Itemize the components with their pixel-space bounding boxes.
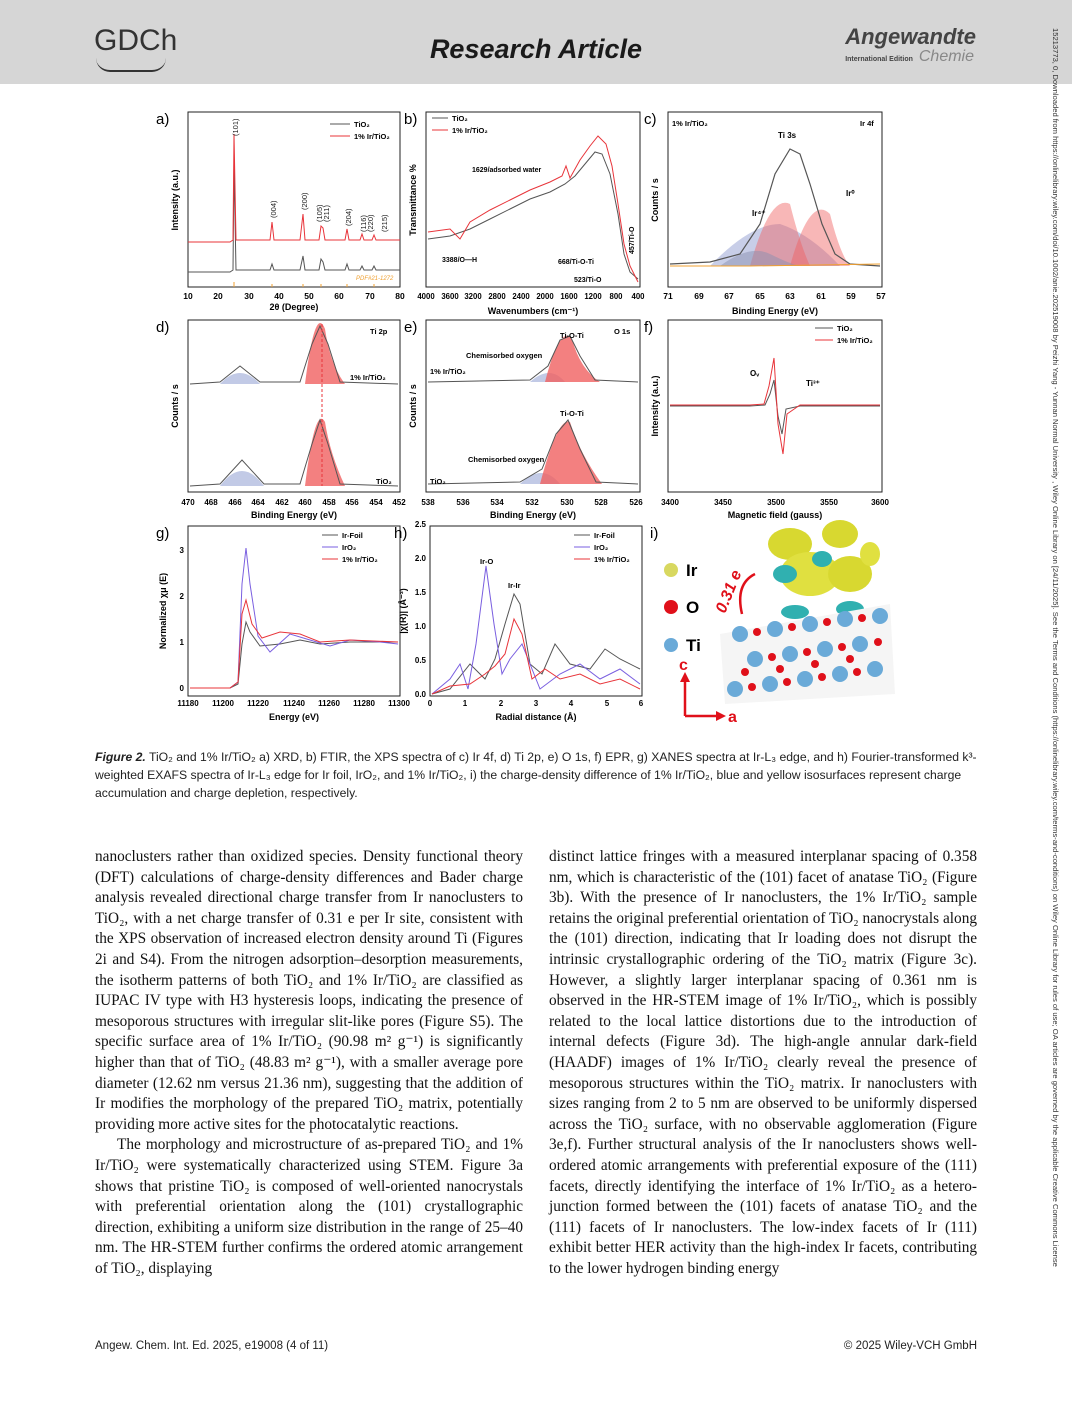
panel-g-xtick: 11240 — [283, 699, 305, 708]
panel-g-label: g) — [156, 525, 170, 542]
panel-d-xtick: 458 — [322, 498, 336, 507]
panel-a-xtick: 50 — [304, 291, 314, 301]
panel-g-xticks — [177, 699, 410, 708]
panel-b-label: b) — [404, 111, 418, 128]
charge-transfer-label: 0.31 e — [712, 567, 746, 616]
panel-g-ytick: 3 — [179, 546, 184, 555]
panel-a — [156, 111, 405, 312]
panel-h-xtick: 0 — [427, 699, 433, 708]
panel-d-xtick: 452 — [392, 498, 406, 507]
panel-h-ylabel: |χ(R)| (Å⁻³) — [398, 588, 408, 634]
panel-a-xtick: 60 — [334, 291, 344, 301]
panel-f-xlabel: Magnetic field (gauss) — [727, 510, 823, 520]
panel-g-ylabel: Normalized χμ (E) — [158, 572, 168, 650]
annotation: 3388/O—H — [442, 257, 478, 264]
panel-d-xlabel: Binding Energy (eV) — [250, 510, 338, 520]
panel-b-xtick: 3200 — [464, 292, 482, 301]
panel-b-xticks — [417, 292, 645, 301]
peak-label: (101) — [231, 118, 240, 136]
panel-h-xlabel: Radial distance (Å) — [495, 712, 577, 722]
panel-h-ytick: 0.0 — [414, 690, 426, 699]
paragraph: distinct lattice fringes with a measured interplanar spacing of 0.358 nm, which is characteristic of the (101) facet of anatase TiO₂ (Figure 3b). With the presence of Ir nanoclusters, the 1% Ir/TiO₂ sample retains the original preferential orientation of TiO₂ nanocrystals along the (101) direction, indicating that Ir loading does not disrupt the intrinsic crystallographic ordering of the TiO₂ matrix (Figure 3c). However, a slightly larger interplanar spacing of 0.361 nm is observed in the HR-STEM image of 1% Ir/TiO₂, which is possibly related to the local lattice distortions due to the introduction of internal defects (Figure 3d). The high-angle annular dark-field (HAADF) images of 1% Ir/TiO₂ clearly reveal the presence of mesoporous structures within the TiO₂ matrix. Ir nanoclusters with sizes ranging from 2 to 5 nm are observed to be uniformly dispersed across the TiO₂ surface, with no observable agglomeration (Figure 3e,f). Further structural analysis of the Ir nanoclusters shows well-ordered atomic arrangements with preferential exposure of the (111) facets, directly identifying the interface of 1% Ir/TiO₂ as a hetero-junction formed between the (101) facets of anatase TiO₂ and the (111) facets of Ir nanoclusters. The low-index facets of Ir (111) exhibit better HER activity than the high-index Ir facets, contributing to the lower hydrogen binding energy — [549, 848, 977, 1277]
panel-e — [404, 319, 643, 520]
figure-caption — [95, 748, 977, 802]
legend-o: O — [686, 598, 700, 617]
page-header — [0, 0, 1072, 84]
annotation: 668/Ti-O-Ti — [558, 259, 594, 266]
annotation: Ir⁰ — [846, 189, 855, 198]
journal-logo-name: Angewandte — [845, 24, 976, 49]
panel-g-xtick: 11260 — [318, 699, 340, 708]
annotation: Ti-O-Ti — [560, 409, 584, 418]
panel-c-xtick: 67 — [724, 291, 734, 301]
section-title: Research Article — [429, 34, 643, 64]
footer-copyright: © 2025 Wiley-VCH GmbH — [843, 1340, 977, 1352]
panel-e-sample: TiO₂ — [430, 477, 446, 486]
panel-h-xtick: 3 — [533, 699, 539, 708]
panel-c-xtick: 63 — [785, 291, 795, 301]
panel-g-xtick: 11300 — [388, 699, 410, 708]
panel-h-xticks — [428, 699, 644, 708]
panel-e-xtick: 532 — [525, 498, 539, 507]
figure-caption-text: TiO₂ and 1% Ir/TiO₂ a) XRD, b) FTIR, the XPS spectra of c) Ir 4f, d) Ti 2p, e) O 1s, f) EPR, g) XANES spectra at Ir-L₃ edge, and h) Fourier-transformed k³-weighted EXAFS spectra of Ir-L₃ edge for Ir foil, IrO₂, and 1% Ir/TiO₂, i) the charge-density difference of 1% Ir/TiO₂, blue and yellow isosurfaces represent charge accumulation and charge depletion, respectively. — [95, 750, 977, 800]
panel-g-frame — [188, 526, 400, 696]
panel-b-xtick: 800 — [609, 292, 623, 301]
legend-ir: Ir — [686, 561, 698, 580]
panel-d-sample: TiO₂ — [376, 477, 392, 486]
panel-c-xtick: 71 — [663, 291, 673, 301]
panel-e-element: O 1s — [614, 327, 631, 336]
panel-b-ylabel: Transmittance % — [408, 164, 418, 236]
panel-g-xtick: 11200 — [212, 699, 234, 708]
panel-i-label: i) — [650, 525, 659, 542]
panel-e-xlabel: Binding Energy (eV) — [489, 510, 577, 520]
panel-d-xtick: 454 — [369, 498, 383, 507]
peak-label: (204) — [344, 208, 353, 226]
legend-tio2: TiO₂ — [837, 324, 853, 333]
panel-c-ylabel: Counts / s — [650, 178, 660, 222]
panel-a-xtick: 30 — [244, 291, 254, 301]
panel-i — [650, 520, 895, 724]
footer-citation: Angew. Chem. Int. Ed. 2025, e19008 (4 of 11) — [95, 1340, 329, 1352]
panel-b-xtick: 1200 — [584, 292, 602, 301]
panel-e-xtick: 528 — [594, 498, 608, 507]
gdch-logo: GDCh — [94, 24, 178, 57]
panel-h-ytick: 2.0 — [414, 554, 426, 563]
panel-c-element: Ir 4f — [860, 119, 874, 128]
panel-f-xtick: 3450 — [714, 498, 732, 507]
panel-a-xtick: 20 — [213, 291, 223, 301]
legend-ti: Ti — [686, 636, 701, 655]
journal-logo-chemie: Chemie — [918, 48, 975, 65]
panel-b-xtick: 2000 — [536, 292, 554, 301]
panel-c-xtick: 65 — [755, 291, 765, 301]
panel-a-xlabel: 2θ (Degree) — [269, 302, 319, 312]
legend-ir: 1% Ir/TiO₂ — [837, 336, 873, 345]
legend-ir-swatch — [664, 563, 678, 577]
annotation: Oᵥ — [750, 369, 760, 378]
panel-b — [404, 111, 645, 316]
panel-g-xtick: 11220 — [247, 699, 269, 708]
panel-h-xtick: 6 — [638, 699, 644, 708]
panel-d-xtick: 462 — [275, 498, 289, 507]
panel-d-xtick: 468 — [204, 498, 218, 507]
annotation: Chemisorbed oxygen — [466, 351, 543, 360]
panel-d-frame — [188, 320, 400, 492]
panel-a-xtick: 40 — [274, 291, 284, 301]
panel-a-xticks — [183, 291, 405, 301]
peak-label: (220) — [366, 214, 375, 232]
panel-e-label: e) — [404, 319, 418, 336]
panel-h-xtick: 4 — [568, 699, 574, 708]
annotation: 1629/adsorbed water — [472, 167, 542, 174]
peak-label: (211) — [322, 205, 331, 222]
panel-h-xtick: 2 — [498, 699, 504, 708]
peak-label: (215) — [380, 214, 389, 232]
legend-o-swatch — [664, 600, 678, 614]
panel-e-xtick: 536 — [456, 498, 470, 507]
panel-a-reference-ticks — [234, 282, 374, 287]
legend-ti-swatch — [664, 638, 678, 652]
panel-e-xticks — [421, 498, 643, 507]
peak-label: (004) — [269, 200, 278, 218]
panel-b-xlabel: Wavenumbers (cm⁻¹) — [487, 306, 579, 316]
panel-d-xtick: 464 — [251, 498, 265, 507]
panel-a-xtick: 70 — [365, 291, 375, 301]
panel-g-xtick: 11280 — [353, 699, 375, 708]
panel-f-label: f) — [644, 319, 654, 336]
panel-c-label: c) — [644, 111, 657, 128]
panel-h-xtick: 1 — [462, 699, 468, 708]
panel-b-xtick: 1600 — [560, 292, 578, 301]
annotation: 457/Ti-O — [629, 226, 636, 254]
isosurfaces — [768, 520, 880, 619]
panel-f-xtick: 3600 — [871, 498, 889, 507]
panel-g-ytick: 1 — [179, 638, 184, 647]
panel-b-xtick: 3600 — [441, 292, 459, 301]
panel-h-xtick: 5 — [604, 699, 610, 708]
panel-a-xtick: 10 — [183, 291, 193, 301]
panel-d-ylabel: Counts / s — [170, 384, 180, 428]
annotation: Ir⁴⁺ — [752, 209, 766, 218]
legend-iro2: IrO₂ — [342, 543, 357, 552]
panel-d-label: d) — [156, 319, 170, 336]
panel-e-ylabel: Counts / s — [408, 384, 418, 428]
legend-ir: 1% Ir/TiO₂ — [354, 132, 390, 141]
figure-2-svg — [150, 104, 900, 724]
panel-g-xlabel: Energy (eV) — [268, 712, 320, 722]
panel-d-xtick: 456 — [345, 498, 359, 507]
figure-caption-label: Figure 2. — [95, 750, 146, 764]
panel-h-ytick: 1.5 — [414, 588, 426, 597]
panel-c-xtick: 59 — [846, 291, 856, 301]
panel-f-xtick: 3550 — [820, 498, 838, 507]
legend-ir: 1% Ir/TiO₂ — [594, 555, 630, 564]
lattice — [720, 604, 895, 704]
panel-h-ytick: 0.5 — [414, 656, 426, 665]
panel-g-yticks — [180, 546, 185, 693]
panel-e-xtick: 534 — [490, 498, 504, 507]
panel-e-xtick: 530 — [560, 498, 574, 507]
panel-d-xticks — [181, 498, 406, 507]
panel-e-frame — [426, 320, 640, 492]
panel-c-sample: 1% Ir/TiO₂ — [672, 119, 708, 128]
paragraph: The morphology and microstructure of as-prepared TiO₂ and 1% Ir/TiO₂ were systematically characterized using STEM. Figure 3a shows that pristine TiO₂ is composed of well-oriented nanocrystals with preferential orientation along the (101) crystallographic direction, exhibiting a uniform size distribution in the range of 25–40 nm. The HR-STEM further confirms the ordered atomic arrangement of TiO₂, displaying — [95, 1136, 523, 1277]
axis-c: c — [679, 657, 688, 674]
peak-label: (116) — [359, 215, 368, 232]
paragraph: nanoclusters rather than oxidized species. Density functional theory (DFT) calculations of charge-density differences and Bader charge analysis revealed directional charge transfer from Ir nanoclusters to TiO₂, with a net charge transfer of 0.31 e per Ir site, consistent with the XPS observation of increased electron density around Ti (Figures 2i and S4). From the nitrogen adsorption–desorption measurements, the isotherm patterns of both TiO₂ and 1% Ir/TiO₂ are classified as IUPAC IV type with H3 hysteresis loops, indicating the presence of mesoporous structures with irregular slit-like pores (Figure S5). The specific surface area of 1% Ir/TiO₂ (90.98 m² g⁻¹) is significantly higher than that of TiO₂ (48.83 m² g⁻¹), with a smaller average pore diameter (12.62 nm versus 21.36 nm), suggesting that the addition of Ir modifies the morphology of the prepared TiO₂ matrix, potentially providing more active sites for the photocatalytic reactions. — [95, 848, 523, 1133]
panel-f — [644, 319, 889, 520]
panel-g-ytick: 2 — [179, 592, 184, 601]
panel-d-xtick: 470 — [181, 498, 195, 507]
annotation: Ti-O-Ti — [560, 331, 584, 340]
panel-h-label: h) — [394, 525, 408, 542]
panel-e-xtick: 526 — [629, 498, 643, 507]
panel-a-reference: PDF#21-1272 — [356, 276, 394, 282]
panel-c-xtick: 57 — [876, 291, 886, 301]
annotation: Ti³⁺ — [806, 379, 820, 388]
legend-iro2: IrO₂ — [594, 543, 609, 552]
axis-a: a — [728, 709, 737, 724]
peak-label: (105) — [315, 204, 324, 222]
journal-logo — [845, 26, 976, 66]
panel-d-element: Ti 2p — [370, 327, 388, 336]
legend-tio2: TiO₂ — [452, 114, 468, 123]
download-sidenote: 15213773, 0, Downloaded from https://onlinelibrary.wiley.com/doi/10.1002/anie.202519008 by Peizhi Yang - Yunnan Normal University , Wiley Online Library on [24/11/2025]. See the Terms and Conditions (https://onlinelibrary.wiley.com/terms-and-conditions) on Wiley Online Library for rules of use; OA articles are governed by the applicable Creative Commons License — [1051, 28, 1060, 1267]
peak-label: (200) — [300, 192, 309, 210]
legend-ir-foil: Ir-Foil — [594, 531, 615, 540]
panel-d-xtick: 466 — [228, 498, 242, 507]
annotation: Chemisorbed oxygen — [468, 455, 545, 464]
panel-a-xtick: 80 — [395, 291, 405, 301]
panel-c-xticks — [663, 291, 886, 301]
legend-ir-foil: Ir-Foil — [342, 531, 363, 540]
panel-g-xtick: 11180 — [177, 699, 199, 708]
panel-h-ytick: 1.0 — [414, 622, 426, 631]
panel-d-sample: 1% Ir/TiO₂ — [350, 373, 386, 382]
panel-f-xtick: 3400 — [661, 498, 679, 507]
annotation: Ti 3s — [778, 131, 797, 140]
panel-a-label: a) — [156, 111, 170, 128]
panel-a-ylabel: Intensity (a.u.) — [170, 169, 180, 231]
legend-tio2: TiO₂ — [354, 120, 370, 129]
panel-c-xlabel: Binding Energy (eV) — [731, 306, 819, 316]
legend-ir: 1% Ir/TiO₂ — [342, 555, 378, 564]
panel-h-yticks — [415, 520, 427, 699]
panel-e-xtick: 538 — [421, 498, 435, 507]
panel-d-xtick: 460 — [298, 498, 312, 507]
panel-b-xtick: 4000 — [417, 292, 435, 301]
annotation: 523/Ti-O — [574, 277, 602, 284]
panel-g — [156, 525, 410, 722]
panel-f-xtick: 3500 — [767, 498, 785, 507]
panel-b-xtick: 400 — [631, 292, 645, 301]
annotation: Ir-O — [480, 557, 494, 566]
journal-logo-edition: International Edition — [845, 56, 913, 63]
panel-e-sample: 1% Ir/TiO₂ — [430, 367, 466, 376]
figure-2 — [150, 104, 900, 724]
panel-c — [644, 111, 886, 316]
annotation: Ir-Ir — [508, 581, 521, 590]
column-right — [549, 847, 977, 1279]
panel-b-annotations — [442, 167, 636, 284]
panel-c-xtick: 69 — [694, 291, 704, 301]
panel-h-ytick: 2.5 — [414, 520, 426, 529]
panel-b-xtick: 2400 — [512, 292, 530, 301]
panel-h — [394, 520, 644, 722]
panel-g-ytick: 0 — [179, 684, 184, 693]
panel-f-ylabel: Intensity (a.u.) — [650, 375, 660, 437]
legend-ir: 1% Ir/TiO₂ — [452, 126, 488, 135]
axes-arrows — [685, 679, 718, 716]
panel-c-xtick: 61 — [816, 291, 826, 301]
panel-b-xtick: 2800 — [488, 292, 506, 301]
panel-d — [156, 319, 406, 520]
column-left — [95, 847, 523, 1279]
panel-f-xticks — [661, 498, 889, 507]
